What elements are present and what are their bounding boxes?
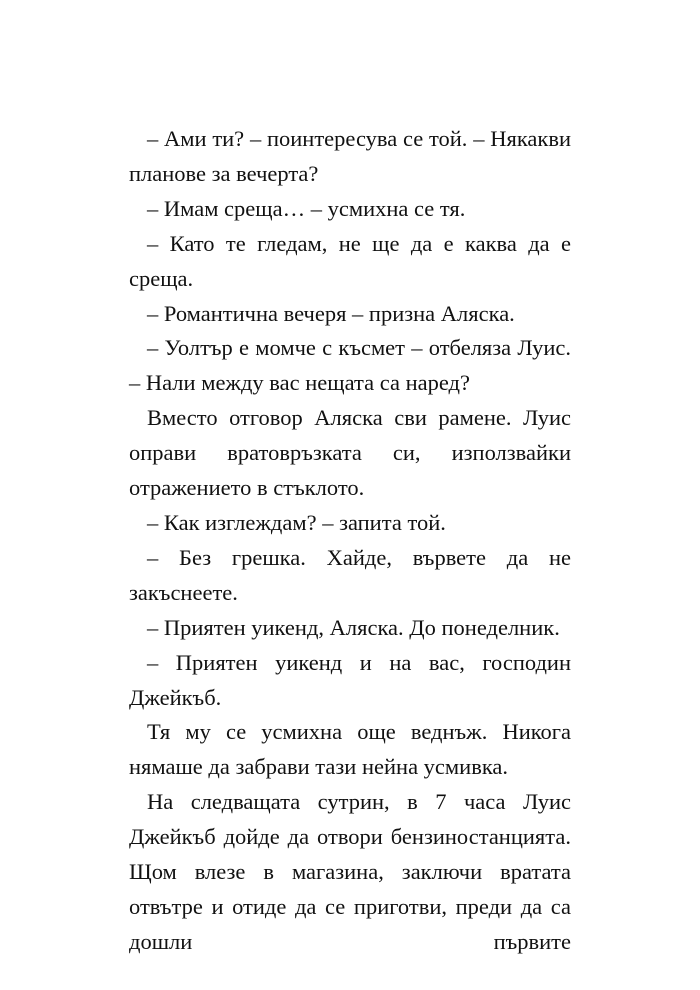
paragraph: – Как изглеждам? – запита той.	[147, 509, 446, 535]
paragraph-last: На следващата сутрин, в 7 часа Луис Джейкъб дойде да отвори бензиностанцията. Щом влезе в магазина, заключи вратата отвътре и отиде да се приготви, преди да са дошли първите	[129, 789, 571, 954]
paragraph: – Уолтър е момче с късмет – отбеляза Луис. – Нали между вас нещата са наред?	[129, 335, 571, 396]
paragraph: – Имам среща… – усмихна се тя.	[147, 195, 466, 221]
paragraph: – Без грешка. Хайде, вървете да не закъснеете.	[129, 544, 571, 605]
paragraph: Тя му се усмихна още веднъж. Никога нямаше да забрави тази нейна усмивка.	[129, 719, 571, 780]
book-page-text	[129, 122, 571, 960]
paragraph: – Приятен уикенд и на вас, господин Джейкъб.	[129, 649, 571, 710]
paragraph: Вместо отговор Аляска сви рамене. Луис оправи вратовръзката си, използвайки отражението в стъклото.	[129, 405, 571, 501]
paragraph: – Приятен уикенд, Аляска. До понеделник.	[147, 614, 560, 640]
paragraph: – Ами ти? – поинтересува се той. – Някакви планове за вечерта?	[129, 126, 571, 186]
paragraph: – Романтична вечеря – призна Аляска.	[147, 300, 515, 326]
paragraph: – Като те гледам, не ще да е каква да е среща.	[129, 230, 571, 291]
